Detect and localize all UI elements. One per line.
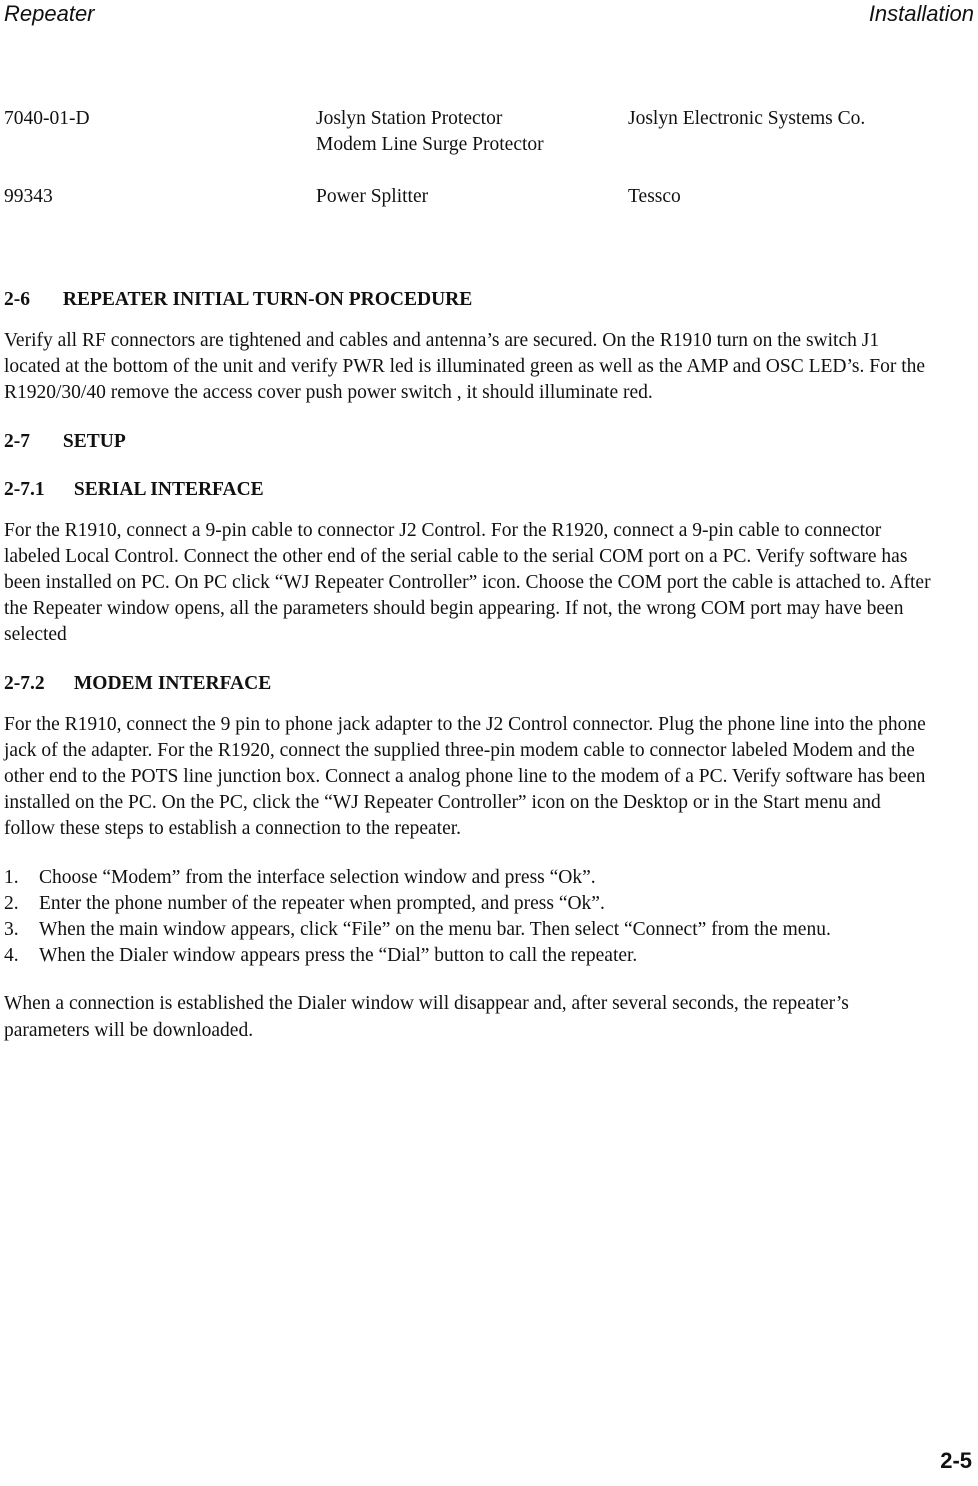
- list-item: [4, 891, 932, 917]
- section-heading: [4, 671, 932, 697]
- paragraph: When a connection is established the Dialer window will disappear and, after several seconds, the repeater’s parameters will be downloaded.: [4, 993, 849, 1041]
- document-body: [4, 287, 932, 1044]
- paragraph: For the R1910, connect a 9-pin cable to connector J2 Control. For the R1920, connect a 9-pin cable to connector labeled Local Control. Connect the other end of the serial cable to the serial COM port on a PC. Verify software has been installed on PC. On PC click “WJ Repeater Controller” icon. Choose the COM port the cable is attached to. After the Repeater window opens, all the parameters should begin appearing. If not, the wrong COM port may have been selected: [4, 519, 931, 646]
- part-number: 99343: [4, 186, 53, 207]
- parts-table-row: [4, 106, 964, 158]
- paragraph: Verify all RF connectors are tightened and cables and antenna’s are secured. On the R1910 turn on the switch J1 located at the bottom of the unit and verify PWR led is illuminated green as well as the AMP and OSC LED’s. For the R1920/30/40 remove the access cover push power switch , it should illuminate red.: [4, 330, 926, 404]
- section-heading: [4, 287, 932, 313]
- list-item-number: 1.: [4, 866, 19, 888]
- part-description: [316, 184, 428, 210]
- part-number: 7040-01-D: [4, 108, 90, 129]
- section-heading: [4, 429, 932, 455]
- list-item-number: 4.: [4, 945, 19, 967]
- parts-table: [4, 106, 964, 210]
- section-title: SETUP: [62, 430, 126, 452]
- list-item: [4, 943, 932, 969]
- section-heading: [4, 477, 932, 503]
- part-vendor: Joslyn Electronic Systems Co.: [628, 108, 866, 129]
- section-number: 2-7.2: [4, 672, 45, 694]
- section-number: 2-7: [4, 430, 30, 452]
- parts-table-row: [4, 184, 964, 210]
- list-item-number: 2.: [4, 892, 19, 914]
- running-header-left: Repeater: [4, 1, 95, 26]
- part-description-line: Joslyn Station Protector: [316, 108, 503, 129]
- list-item: [4, 865, 932, 891]
- list-item: [4, 917, 932, 943]
- part-description-line: Power Splitter: [316, 186, 429, 207]
- list-item-text: When the Dialer window appears press the “Dial” button to call the repeater.: [39, 945, 638, 967]
- section-number: 2-7.1: [4, 478, 45, 500]
- step-list: [4, 865, 932, 970]
- section-title: REPEATER INITIAL TURN-ON PROCEDURE: [62, 289, 473, 310]
- list-item-text: Enter the phone number of the repeater when prompted, and press “Ok”.: [39, 892, 605, 914]
- running-header-right: Installation: [868, 1, 974, 26]
- section-title: MODEM INTERFACE: [73, 672, 272, 694]
- page-number: 2-5: [940, 1448, 972, 1473]
- list-item-text: Choose “Modem” from the interface selection window and press “Ok”.: [39, 866, 596, 888]
- list-item-text: When the main window appears, click “File” on the menu bar. Then select “Connect” from the menu.: [39, 919, 831, 941]
- part-description: [316, 106, 544, 158]
- section-number: 2-6: [4, 289, 30, 310]
- paragraph: For the R1910, connect the 9 pin to phone jack adapter to the J2 Control connector. Plug the phone line into the phone jack of the adapter. For the R1920, connect the supplied three-pin modem cable to connector labeled Modem and the other end to the POTS line junction box. Connect a analog phone line to the modem of a PC. Verify software has been installed on the PC. On the PC, click the “WJ Repeater Controller” icon on the Desktop or in the Start menu and follow these steps to establish a connection to the repeater.: [4, 713, 926, 840]
- part-vendor: Tessco: [628, 186, 681, 207]
- list-item-number: 3.: [4, 919, 19, 941]
- section-title: SERIAL INTERFACE: [73, 478, 264, 500]
- part-description-line: Modem Line Surge Protector: [316, 134, 544, 155]
